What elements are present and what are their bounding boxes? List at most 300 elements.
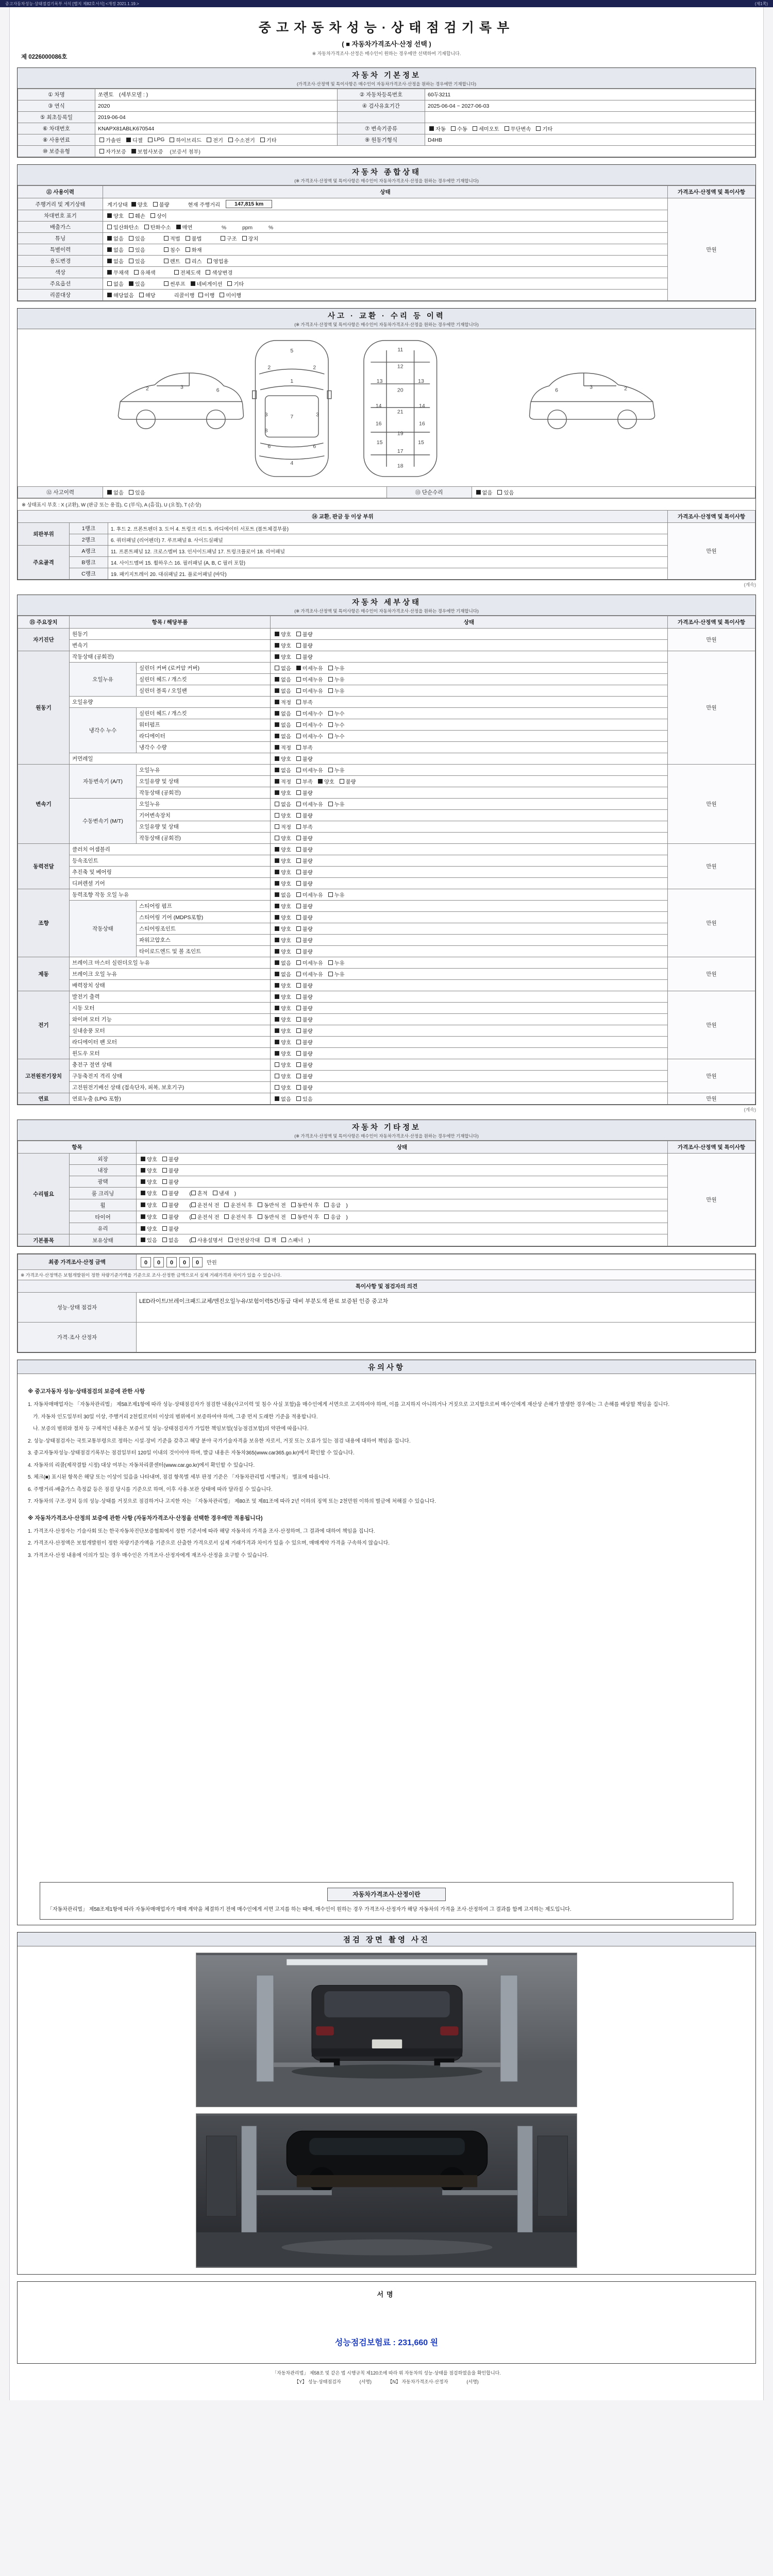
checkbox-option <box>107 257 124 265</box>
checkbox[interactable] <box>141 1238 145 1242</box>
checkbox[interactable] <box>275 1051 279 1056</box>
option-label: 있음 <box>147 1238 157 1244</box>
empty-value <box>425 112 755 123</box>
option-label: 미세누유 <box>302 961 323 967</box>
checkbox[interactable] <box>275 688 279 693</box>
checkbox[interactable] <box>141 1214 145 1219</box>
checkbox[interactable] <box>275 654 279 659</box>
checkbox[interactable] <box>473 126 477 131</box>
checkbox[interactable] <box>296 926 301 931</box>
device-item: 실린더 헤드 / 개스킷 <box>137 708 271 719</box>
checkbox[interactable] <box>162 1238 167 1242</box>
device-sub-label: 오일누유 <box>70 663 137 697</box>
checkbox[interactable] <box>144 225 149 229</box>
checkbox[interactable] <box>275 983 279 988</box>
checkbox-option <box>186 246 202 253</box>
checkbox[interactable] <box>291 1214 296 1219</box>
overall-row <box>18 222 755 233</box>
option-label: 양호 <box>281 950 291 955</box>
device-item: 브레이크 마스터 실린더오일 누유 <box>70 957 271 969</box>
checkbox[interactable] <box>207 138 211 142</box>
checkbox[interactable] <box>139 293 144 297</box>
checkbox[interactable] <box>141 1202 145 1207</box>
checkbox[interactable] <box>296 836 301 840</box>
checkbox[interactable] <box>328 734 333 738</box>
col-header-price: 가격조사·산정액 및 특이사항 <box>668 186 755 198</box>
checkbox[interactable] <box>99 138 104 142</box>
checkbox-option <box>275 1072 291 1080</box>
checkbox[interactable] <box>107 236 112 241</box>
checkbox[interactable] <box>296 847 301 852</box>
checkbox[interactable] <box>296 1028 301 1033</box>
checkbox-option <box>275 959 291 967</box>
checkbox[interactable] <box>213 1191 217 1195</box>
checkbox[interactable] <box>141 1157 145 1161</box>
checkbox[interactable] <box>275 1085 279 1090</box>
checkbox[interactable] <box>296 802 301 806</box>
checkbox[interactable] <box>296 688 301 693</box>
checkbox[interactable] <box>186 236 190 241</box>
device-sub-label: 수동변속기 (M/T) <box>70 799 137 844</box>
checkbox[interactable] <box>162 1202 167 1207</box>
device-item: 실린더 블록 / 오일팬 <box>137 685 271 697</box>
detail-condition-table <box>18 616 755 1105</box>
option-label: LPG <box>154 137 165 143</box>
checkbox[interactable] <box>220 293 224 297</box>
rank-label: 1랭크 <box>70 523 108 534</box>
checkbox[interactable] <box>129 213 133 218</box>
checkbox[interactable] <box>296 949 301 954</box>
notice-item: 1. 가격조사·산정자는 기술사회 또는 한국자동차진단보증협회에서 정한 기준서에 따라 해당 자동차의 가격을 조사·산정하며, 그 결과에 대하여 책임을 집니다. <box>28 1528 375 1534</box>
top-strip <box>0 0 773 7</box>
etc-status-cell: 양호 불량 ( 운전석 전 운전석 후 동반석 전 동반석 후 응급 ) <box>137 1199 668 1211</box>
option-label: 부족 <box>302 700 313 706</box>
option-label: 일산화탄소 <box>113 225 139 231</box>
checkbox[interactable] <box>191 1214 196 1219</box>
option-label: 양호 <box>281 1063 291 1069</box>
checkbox[interactable] <box>296 632 301 636</box>
option-label: 양호 <box>147 1157 157 1163</box>
option-label: 양호 <box>147 1180 157 1185</box>
checkbox[interactable] <box>99 149 104 154</box>
checkbox[interactable] <box>296 677 301 682</box>
empty-label <box>338 112 425 123</box>
checkbox[interactable] <box>275 711 279 716</box>
checkbox[interactable] <box>281 1238 286 1242</box>
checkbox[interactable] <box>129 281 133 286</box>
option-label: 불량 <box>168 1168 179 1174</box>
checkbox-option <box>148 137 165 143</box>
option-label: 없음 <box>482 490 493 496</box>
checkbox[interactable] <box>141 1226 145 1231</box>
checkbox[interactable] <box>328 666 333 670</box>
checkbox[interactable] <box>275 847 279 852</box>
checkbox[interactable] <box>275 824 279 829</box>
checkbox-option <box>296 1038 313 1046</box>
checkbox[interactable] <box>148 138 153 142</box>
checkbox[interactable] <box>141 1168 145 1173</box>
checkbox[interactable] <box>129 236 133 241</box>
status-group <box>107 246 150 253</box>
checkbox[interactable] <box>107 490 112 495</box>
checkbox[interactable] <box>275 779 279 784</box>
checkbox[interactable] <box>328 892 333 897</box>
checkbox[interactable] <box>275 734 279 738</box>
checkbox[interactable] <box>296 960 301 965</box>
checkbox[interactable] <box>275 1074 279 1078</box>
checkbox[interactable] <box>129 259 133 263</box>
checkbox[interactable] <box>174 270 179 275</box>
checkbox[interactable] <box>107 213 112 218</box>
checkbox-option <box>296 675 323 683</box>
checkbox[interactable] <box>107 270 112 275</box>
checkbox[interactable] <box>206 270 210 275</box>
form-sheet <box>9 7 764 2400</box>
checkbox-option <box>258 1201 286 1209</box>
checkbox[interactable] <box>129 490 133 495</box>
checkbox[interactable] <box>296 1006 301 1010</box>
checkbox[interactable] <box>296 756 301 761</box>
checkbox[interactable] <box>164 236 169 241</box>
checkbox[interactable] <box>275 756 279 761</box>
checkbox[interactable] <box>207 259 212 263</box>
checkbox[interactable] <box>162 1226 167 1231</box>
checkbox[interactable] <box>296 790 301 795</box>
option-label: 잭 <box>271 1238 277 1244</box>
device-item: 오일유량 및 상태 <box>137 821 271 833</box>
device-item: 타이로드엔드 및 볼 조인트 <box>137 946 271 957</box>
checkbox[interactable] <box>258 1214 262 1219</box>
checkbox[interactable] <box>224 1202 229 1207</box>
checkbox[interactable] <box>186 247 190 252</box>
checkbox[interactable] <box>275 994 279 999</box>
checkbox-option <box>186 234 202 242</box>
checkbox[interactable] <box>296 1051 301 1056</box>
checkbox[interactable] <box>107 293 112 297</box>
checkbox-option <box>296 1049 313 1057</box>
checkbox[interactable] <box>275 666 279 670</box>
checkbox[interactable] <box>107 225 112 229</box>
checkbox[interactable] <box>275 960 279 965</box>
option-label: 미세누유 <box>302 768 323 774</box>
diagram-number: 3 <box>264 412 268 418</box>
option-label: 없음 <box>113 282 124 287</box>
checkbox[interactable] <box>296 666 301 670</box>
checkbox[interactable] <box>224 1214 229 1219</box>
year-label: ③ 연식 <box>18 100 95 112</box>
checkbox[interactable] <box>258 1202 262 1207</box>
option-label: 응급 <box>330 1215 341 1221</box>
photo-rear-lift <box>196 1953 577 2107</box>
section-title: 점검 장면 촬영 사진 <box>343 1936 430 1945</box>
device-item: 워터펌프 <box>137 719 271 731</box>
checkbox[interactable] <box>186 259 190 263</box>
checkbox[interactable] <box>275 677 279 682</box>
checkbox[interactable] <box>296 1085 301 1090</box>
checkbox-option <box>296 732 323 740</box>
option-label: 양호 <box>281 848 291 853</box>
option-label: 동반석 후 <box>297 1203 320 1209</box>
option-label: 양호 <box>281 791 291 796</box>
option-label: 불량 <box>302 1063 313 1069</box>
status-boxed-value: 147,815 km <box>226 200 272 208</box>
checkbox[interactable] <box>275 892 279 897</box>
checkbox[interactable] <box>265 1238 270 1242</box>
checkbox[interactable] <box>296 722 301 727</box>
checkbox-option <box>207 257 229 265</box>
checkbox[interactable] <box>328 972 333 976</box>
checkbox[interactable] <box>275 802 279 806</box>
checkbox-option <box>476 488 493 496</box>
checkbox[interactable] <box>198 293 203 297</box>
detail-row <box>18 697 755 708</box>
checkbox[interactable] <box>296 654 301 659</box>
checkbox[interactable] <box>318 779 323 784</box>
checkbox[interactable] <box>275 1017 279 1022</box>
checkbox-option <box>213 1189 229 1197</box>
checkbox-option <box>107 246 124 253</box>
checkbox[interactable] <box>296 734 301 738</box>
diagram-number: 14 <box>375 403 382 409</box>
checkbox[interactable] <box>328 677 333 682</box>
etc-group-label: 기본품목 <box>18 1234 70 1246</box>
checkbox[interactable] <box>296 1017 301 1022</box>
checkbox[interactable] <box>451 126 456 131</box>
col-header-item: 항목 / 해당부품 <box>70 616 271 629</box>
checkbox[interactable] <box>296 768 301 772</box>
checkbox[interactable] <box>150 213 155 218</box>
checkbox[interactable] <box>296 700 301 704</box>
checkbox[interactable] <box>260 138 265 142</box>
checkbox[interactable] <box>275 745 279 750</box>
checkbox[interactable] <box>296 915 301 920</box>
table-row <box>18 1270 755 1280</box>
checkbox[interactable] <box>275 1040 279 1044</box>
checkbox[interactable] <box>275 632 279 636</box>
checkbox[interactable] <box>275 926 279 931</box>
option-label: 미세누유 <box>302 802 323 808</box>
checkbox[interactable] <box>275 643 279 648</box>
checkbox[interactable] <box>296 938 301 942</box>
document-number: 제 0226000086호 <box>21 54 68 60</box>
checkbox[interactable] <box>126 138 131 142</box>
device-status-cell <box>271 1025 668 1037</box>
checkbox[interactable] <box>275 938 279 942</box>
checkbox[interactable] <box>275 1028 279 1033</box>
device-status-cell <box>271 651 668 663</box>
device-status-cell <box>271 946 668 957</box>
option-label: 운전석 전 <box>197 1203 220 1209</box>
checkbox[interactable] <box>296 881 301 886</box>
device-status-cell <box>271 719 668 731</box>
option-label: 누유 <box>334 802 345 808</box>
checkbox[interactable] <box>162 1168 167 1173</box>
checkbox[interactable] <box>296 892 301 897</box>
checkbox[interactable] <box>153 202 158 207</box>
checkbox[interactable] <box>296 1096 301 1101</box>
checkbox[interactable] <box>141 1179 145 1184</box>
option-label: 없음 <box>113 248 124 253</box>
checkbox-option <box>296 664 323 672</box>
checkbox[interactable] <box>275 870 279 874</box>
checkbox[interactable] <box>296 994 301 999</box>
checkbox[interactable] <box>275 949 279 954</box>
col-header-status: 상태 <box>137 1141 668 1154</box>
checkbox[interactable] <box>275 904 279 908</box>
option-label: 미세누수 <box>302 711 323 717</box>
checkbox[interactable] <box>242 236 247 241</box>
checkbox[interactable] <box>296 745 301 750</box>
section-final-price <box>17 1253 756 1353</box>
checkbox[interactable] <box>275 972 279 976</box>
checkbox-option <box>275 721 291 728</box>
checkbox[interactable] <box>227 281 232 286</box>
checkbox[interactable] <box>497 490 502 495</box>
checkbox-option <box>207 136 223 144</box>
option-label: 없음 <box>281 961 291 967</box>
checkbox[interactable] <box>291 1202 296 1207</box>
device-item: 스티어링 펌프 <box>137 901 271 912</box>
device-item: 충전구 절연 상태 <box>70 1059 271 1071</box>
checkbox[interactable] <box>176 225 181 229</box>
checkbox[interactable] <box>505 126 509 131</box>
checkbox[interactable] <box>191 1238 196 1242</box>
checkbox[interactable] <box>107 281 112 286</box>
checkbox[interactable] <box>275 1062 279 1067</box>
device-status-cell <box>271 1082 668 1093</box>
checkbox[interactable] <box>275 881 279 886</box>
device-status-cell <box>271 889 668 901</box>
checkbox[interactable] <box>429 126 434 131</box>
checkbox[interactable] <box>275 813 279 818</box>
option-label: 양호 <box>281 1040 291 1046</box>
checkbox[interactable] <box>131 202 136 207</box>
checkbox[interactable] <box>275 768 279 772</box>
checkbox[interactable] <box>296 813 301 818</box>
vin-value: KNAPX81ABLK670544 <box>95 123 338 134</box>
checkbox-option <box>164 280 186 287</box>
device-status-cell <box>271 878 668 889</box>
checkbox[interactable] <box>324 1214 329 1219</box>
checkbox[interactable] <box>476 490 481 495</box>
checkbox[interactable] <box>536 126 541 131</box>
etc-item-label: 룸 크리닝 <box>70 1188 137 1199</box>
checkbox[interactable] <box>328 688 333 693</box>
checkbox[interactable] <box>162 1157 167 1161</box>
checkbox[interactable] <box>275 858 279 863</box>
checkbox-option <box>126 136 143 144</box>
checkbox[interactable] <box>141 1191 145 1195</box>
checkbox-option <box>131 147 163 155</box>
checkbox[interactable] <box>107 247 112 252</box>
checkbox[interactable] <box>131 149 136 154</box>
section-header <box>18 1120 755 1141</box>
checkbox[interactable] <box>296 779 301 784</box>
checkbox[interactable] <box>296 1062 301 1067</box>
option-label: 적정 <box>281 779 291 785</box>
detail-row <box>18 844 755 855</box>
checkbox-option <box>505 125 531 132</box>
checkbox[interactable] <box>328 768 333 772</box>
checkbox[interactable] <box>296 904 301 908</box>
diagram-number: 6 <box>313 443 316 450</box>
checkbox[interactable] <box>340 779 344 784</box>
checkbox[interactable] <box>275 700 279 704</box>
checkbox[interactable] <box>296 870 301 874</box>
device-item: 시동 모터 <box>70 1003 271 1014</box>
checkbox[interactable] <box>164 281 169 286</box>
checkbox[interactable] <box>296 972 301 976</box>
checkbox[interactable] <box>162 1214 167 1219</box>
checkbox-option <box>275 1083 291 1091</box>
checkbox[interactable] <box>164 247 169 252</box>
overall-status-cell <box>103 256 668 267</box>
checkbox[interactable] <box>191 1191 196 1195</box>
checkbox[interactable] <box>296 1074 301 1078</box>
checkbox[interactable] <box>191 281 195 286</box>
checkbox[interactable] <box>164 259 169 263</box>
checkbox[interactable] <box>275 915 279 920</box>
photo-underbody-lift <box>196 2114 577 2268</box>
status-group <box>164 257 234 265</box>
checkbox[interactable] <box>275 722 279 727</box>
checkbox[interactable] <box>296 643 301 648</box>
checkbox[interactable] <box>129 247 133 252</box>
status-prefix: 리콜이행 <box>174 293 195 299</box>
checkbox[interactable] <box>328 960 333 965</box>
checkbox[interactable] <box>296 711 301 716</box>
checkbox[interactable] <box>170 138 174 142</box>
option-label: 없음 <box>281 802 291 808</box>
car-name-label: ① 차명 <box>18 89 95 100</box>
option-label: 세미오토 <box>478 127 499 132</box>
checkbox[interactable] <box>221 236 225 241</box>
checkbox[interactable] <box>191 1202 196 1207</box>
device-item: 브레이크 오일 누유 <box>70 969 271 980</box>
detail-row <box>18 1048 755 1059</box>
option-label: 매연 <box>182 225 193 231</box>
checkbox[interactable] <box>296 858 301 863</box>
checkbox[interactable] <box>107 259 112 263</box>
checkbox[interactable] <box>228 138 233 142</box>
checkbox[interactable] <box>296 1040 301 1044</box>
checkbox[interactable] <box>296 983 301 988</box>
checkbox[interactable] <box>162 1179 167 1184</box>
checkbox[interactable] <box>275 1006 279 1010</box>
checkbox-option <box>296 970 323 978</box>
etc-status-cell: 양호 불량 ( 운전석 전 운전석 후 동반석 전 동반석 후 응급 ) <box>137 1211 668 1223</box>
checkbox-option <box>191 1201 220 1209</box>
checkbox[interactable] <box>324 1202 329 1207</box>
checkbox[interactable] <box>275 1096 279 1101</box>
option-label: 없음 <box>281 734 291 740</box>
checkbox[interactable] <box>228 1238 233 1242</box>
option-label: 미세누유 <box>302 666 323 672</box>
rank-label: 2랭크 <box>70 534 108 546</box>
checkbox[interactable] <box>162 1191 167 1195</box>
checkbox[interactable] <box>296 824 301 829</box>
inspection-photo-1 <box>196 1953 577 2107</box>
checkbox[interactable] <box>328 802 333 806</box>
exchange-group-label: 주요골격 <box>18 546 70 580</box>
checkbox[interactable] <box>328 711 333 716</box>
status-group <box>164 234 207 242</box>
checkbox[interactable] <box>134 270 139 275</box>
checkbox[interactable] <box>275 836 279 840</box>
checkbox-option <box>275 925 291 933</box>
checkbox[interactable] <box>275 790 279 795</box>
checkbox[interactable] <box>328 722 333 727</box>
